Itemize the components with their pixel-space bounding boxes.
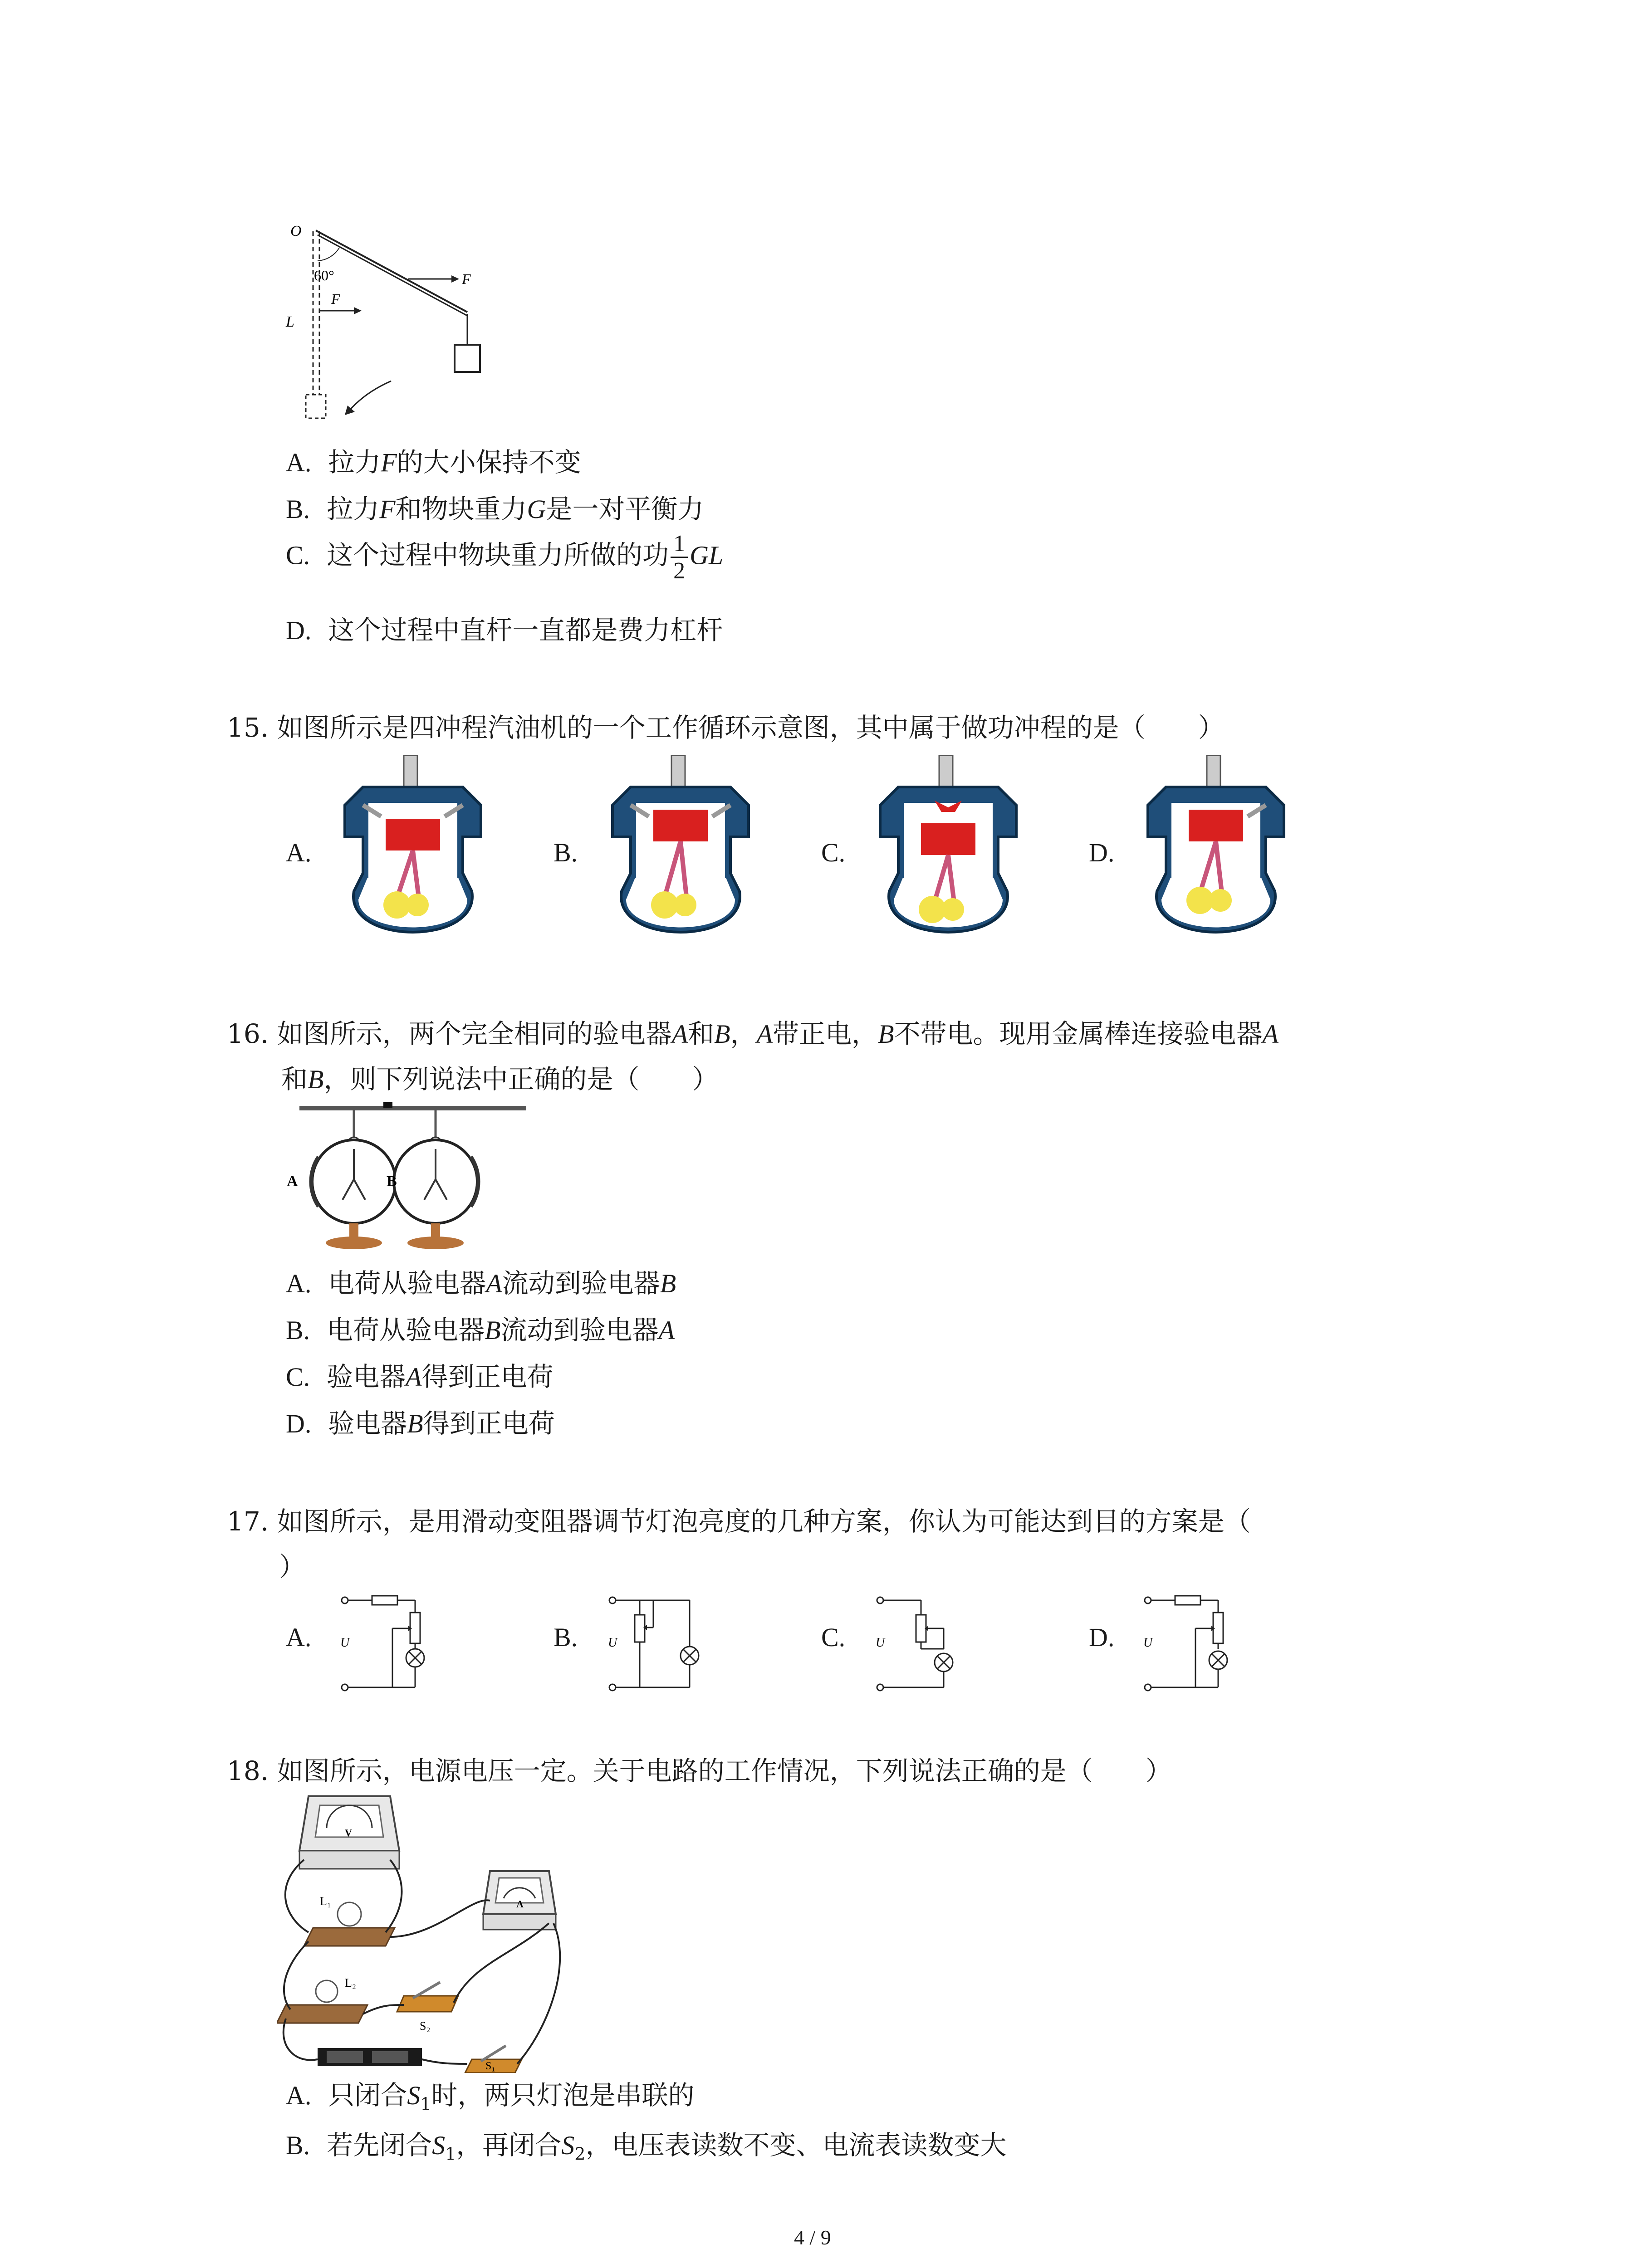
q16-option-d: D. 验电器B得到正电荷 <box>286 1408 555 1439</box>
q14-option-d: D. 这个过程中直杆一直都是费力杠杆 <box>286 615 723 645</box>
q16-option-b: B. 电荷从验电器B流动到验电器A <box>286 1315 675 1345</box>
lamp-l2-label: L₂ <box>345 1976 356 1989</box>
voltmeter-label: V <box>345 1827 352 1838</box>
ammeter-label: A <box>516 1898 524 1910</box>
engine-figure-d <box>1139 755 1293 959</box>
q17-choice-c: C. <box>821 1623 846 1652</box>
circuit-a <box>336 1588 454 1696</box>
q15-stem: 15. 如图所示是四冲程汽油机的一个工作循环示意图，其中属于做功冲程的是（ ） <box>227 712 1225 743</box>
q15-choice-d: D. <box>1089 838 1115 867</box>
q18-option-a: A. 只闭合$S_1$时，两只灯泡是串联的 <box>286 2080 695 2114</box>
engine-figure-c <box>871 755 1025 959</box>
switch-s1-label: S₁ <box>485 2060 495 2072</box>
q16-option-a: A. 电荷从验电器A流动到验电器B <box>286 1268 676 1299</box>
lamp-l1-label: L₁ <box>320 1895 331 1908</box>
angle-label: 60° <box>314 267 334 284</box>
q16-stem-line1: 16. 如图所示，两个完全相同的验电器A和B，A带正电，B不带电。现用金属棒连接验电器A <box>227 1018 1279 1049</box>
engine-figure-a <box>336 755 490 959</box>
lever-figure <box>272 213 508 449</box>
electroscope-b-label: B <box>387 1173 397 1190</box>
page-number: 4 / 9 <box>794 2226 831 2249</box>
circuit-c <box>871 1588 989 1696</box>
q15-choice-c: C. <box>821 838 846 867</box>
q18-stem: 18. 如图所示，电源电压一定。关于电路的工作情况，下列说法正确的是（ ） <box>227 1755 1172 1786</box>
q14-option-c: C. 这个过程中物块重力所做的功 $\frac{1}{2}$ GL <box>286 531 724 584</box>
q17-choice-b: B. <box>554 1623 578 1652</box>
circuit-d <box>1139 1588 1257 1696</box>
electroscope-a-label: A <box>287 1173 298 1190</box>
voltage-u-label: U <box>1143 1636 1153 1650</box>
electroscope-figure <box>281 1102 535 1256</box>
q15-choice-a: A. <box>286 838 312 867</box>
q15-choice-b: B. <box>554 838 578 867</box>
q16-stem-line2: 和B，则下列说法中正确的是（ ） <box>281 1064 719 1095</box>
voltage-u-label: U <box>340 1636 350 1650</box>
q18-option-b: B. 若先闭合$S_1$，再闭合$S_2$，电压表读数不变、电流表读数变大 <box>286 2130 1007 2164</box>
fraction-one-half: $\frac{1}{2}$ <box>671 531 688 584</box>
length-l-label: L <box>286 313 294 330</box>
circuit-b <box>603 1588 721 1696</box>
q16-option-c: C. 验电器A得到正电荷 <box>286 1361 554 1392</box>
voltage-u-label: U <box>876 1636 885 1650</box>
force-f-label-1: F <box>331 291 340 307</box>
q17-choice-d: D. <box>1089 1623 1115 1652</box>
q14-option-a: A. 拉力F的大小保持不变 <box>286 447 581 478</box>
q14-option-b: B. 拉力F和物块重力G是一对平衡力 <box>286 494 704 524</box>
circuit-photo-figure <box>277 1792 585 2073</box>
switch-s2-label: S₂ <box>420 2019 431 2033</box>
force-f-label-2: F <box>462 271 471 287</box>
engine-figure-b <box>603 755 758 959</box>
q17-choice-a: A. <box>286 1623 312 1652</box>
voltage-u-label: U <box>608 1636 617 1650</box>
q17-stem-line2: ） <box>279 1551 306 1582</box>
q17-stem-line1: 17. 如图所示，是用滑动变阻器调节灯泡亮度的几种方案，你认为可能达到目的方案是（ <box>227 1506 1251 1537</box>
point-o-label: O <box>290 223 302 240</box>
